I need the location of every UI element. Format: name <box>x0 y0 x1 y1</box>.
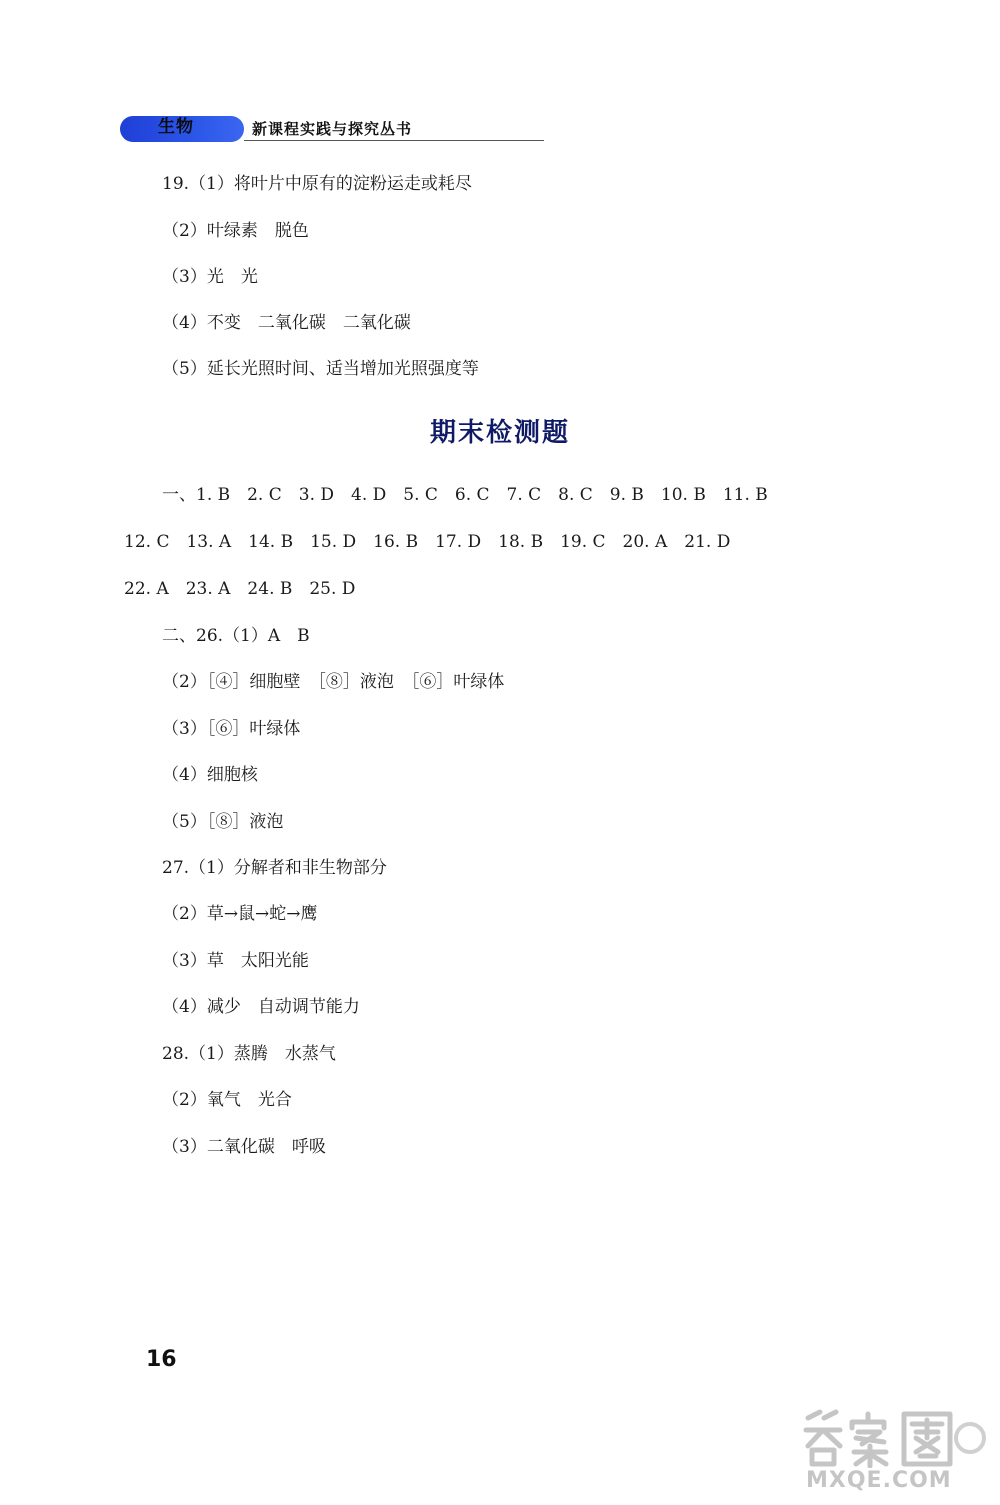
series-title: 新课程实践与探究丛书 <box>252 120 413 138</box>
page-number: 16 <box>146 1347 177 1372</box>
watermark-site: MXQE.COM <box>806 1468 952 1493</box>
q27-line-4: （4）减少 自动调节能力 <box>162 997 360 1017</box>
q26-line-1: 二、26.（1）A B <box>162 626 310 646</box>
q27-line-3: （3）草 太阳光能 <box>162 951 309 971</box>
q26-line-2: （2）［④］细胞壁 ［⑧］液泡 ［⑥］叶绿体 <box>162 672 505 692</box>
q27-line-1: 27.（1）分解者和非生物部分 <box>162 858 387 878</box>
choice-line-2: 12. C 13. A 14. B 15. D 16. B 17. D 18. B 19. C 20. A 21. D <box>124 532 731 552</box>
watermark <box>800 1408 990 1498</box>
q19-line-2: （2）叶绿素 脱色 <box>162 221 309 241</box>
q28-line-1: 28.（1）蒸腾 水蒸气 <box>162 1044 336 1064</box>
page-header <box>120 114 420 144</box>
q26-line-5: （5）［⑧］液泡 <box>162 812 284 832</box>
q26-line-4: （4）细胞核 <box>162 765 258 785</box>
watermark-logo-icon <box>800 1408 990 1468</box>
subject-label: 生物 <box>158 117 194 137</box>
choice-line-3: 22. A 23. A 24. B 25. D <box>124 579 356 599</box>
section-title: 期末检测题 <box>429 418 570 448</box>
q28-line-2: （2）氧气 光合 <box>162 1090 292 1110</box>
q19-line-5: （5）延长光照时间、适当增加光照强度等 <box>162 359 479 379</box>
q26-line-3: （3）［⑥］叶绿体 <box>162 719 301 739</box>
q27-line-2: （2）草→鼠→蛇→鹰 <box>162 904 318 924</box>
header-rule <box>244 140 544 141</box>
choice-line-1: 一、1. B 2. C 3. D 4. D 5. C 6. C 7. C 8. C 9. B 10. B 11. B <box>162 485 768 505</box>
q19-line-4: （4）不变 二氧化碳 二氧化碳 <box>162 313 411 333</box>
q28-line-3: （3）二氧化碳 呼吸 <box>162 1137 326 1157</box>
q19-line-1: 19.（1）将叶片中原有的淀粉运走或耗尽 <box>162 174 472 194</box>
q19-line-3: （3）光 光 <box>162 267 258 287</box>
